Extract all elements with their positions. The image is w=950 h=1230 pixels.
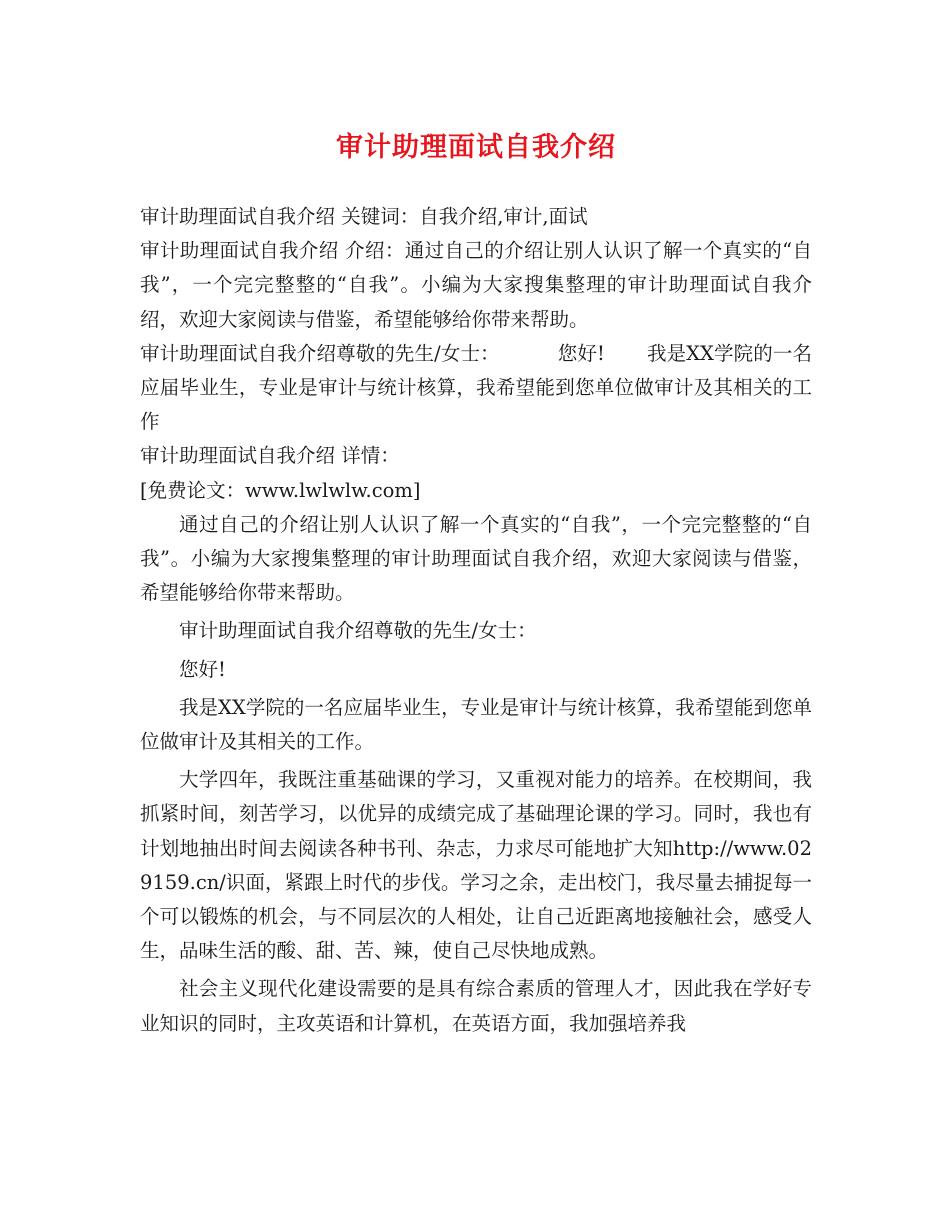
body-paragraph: 通过自己的介绍让别人认识了解一个真实的“自我”，一个完完整整的“自我”。小编为大家搜集整理的审计助理面试自我介绍，欢迎大家阅读与借鉴，希望能够给你带来帮助。	[140, 512, 812, 605]
document-body	[140, 200, 812, 1041]
document-title: 审计助理面试自我介绍	[336, 132, 616, 163]
summary-hello: 您好!	[557, 341, 605, 365]
body-paragraph: 审计助理面试自我介绍尊敬的先生/女士：	[179, 619, 537, 643]
summary-greeting-heading: 审计助理面试自我介绍尊敬的先生/女士：	[140, 341, 500, 365]
source-line: [免费论文：www.lwlwlw.com]	[140, 478, 421, 502]
body-paragraph: 社会主义现代化建设需要的是具有综合素质的管理人才，因此我在学好专业知识的同时，主攻英语和计算机，在英语方面，我加强培养我	[140, 977, 812, 1035]
summary-paragraph	[140, 337, 812, 440]
intro-paragraph: 审计助理面试自我介绍 介绍：通过自己的介绍让别人认识了解一个真实的“自我”，一个完完整整的“自我”。小编为大家搜集整理的审计助理面试自我介绍，欢迎大家阅读与借鉴，希望能够给你带来帮助。	[140, 239, 812, 331]
body-paragraph: 我是XX学院的一名应届毕业生，专业是审计与统计核算，我希望能到您单位做审计及其相关的工作。	[140, 695, 812, 754]
summary-self-intro: 我是XX学院的一名应届毕业生，专业是审计与统计核算，我希望能到您单位做审计及其相关的工作	[140, 341, 812, 434]
body-paragraph: 您好!	[179, 657, 226, 681]
keywords-line: 审计助理面试自我介绍 关键词：自我介绍,审计,面试	[140, 205, 588, 228]
body-paragraph: 大学四年，我既注重基础课的学习，又重视对能力的培养。在校期间，我抓紧时间，刻苦学习，以优异的成绩完成了基础理论课的学习。同时，我也有计划地抽出时间去阅读各种书刊、杂志，力求尽可能地扩大知http://www.029159.cn/识面，紧跟上时代的步伐。学习之余，走出校门，我尽量去捕捉每一个可以锻炼的机会，与不同层次的人相处，让自己近距离地接触社会，感受人生，品味生活的酸、甜、苦、辣，使自己尽快地成熟。	[140, 768, 812, 963]
details-line: 审计助理面试自我介绍 详情：	[140, 444, 400, 468]
